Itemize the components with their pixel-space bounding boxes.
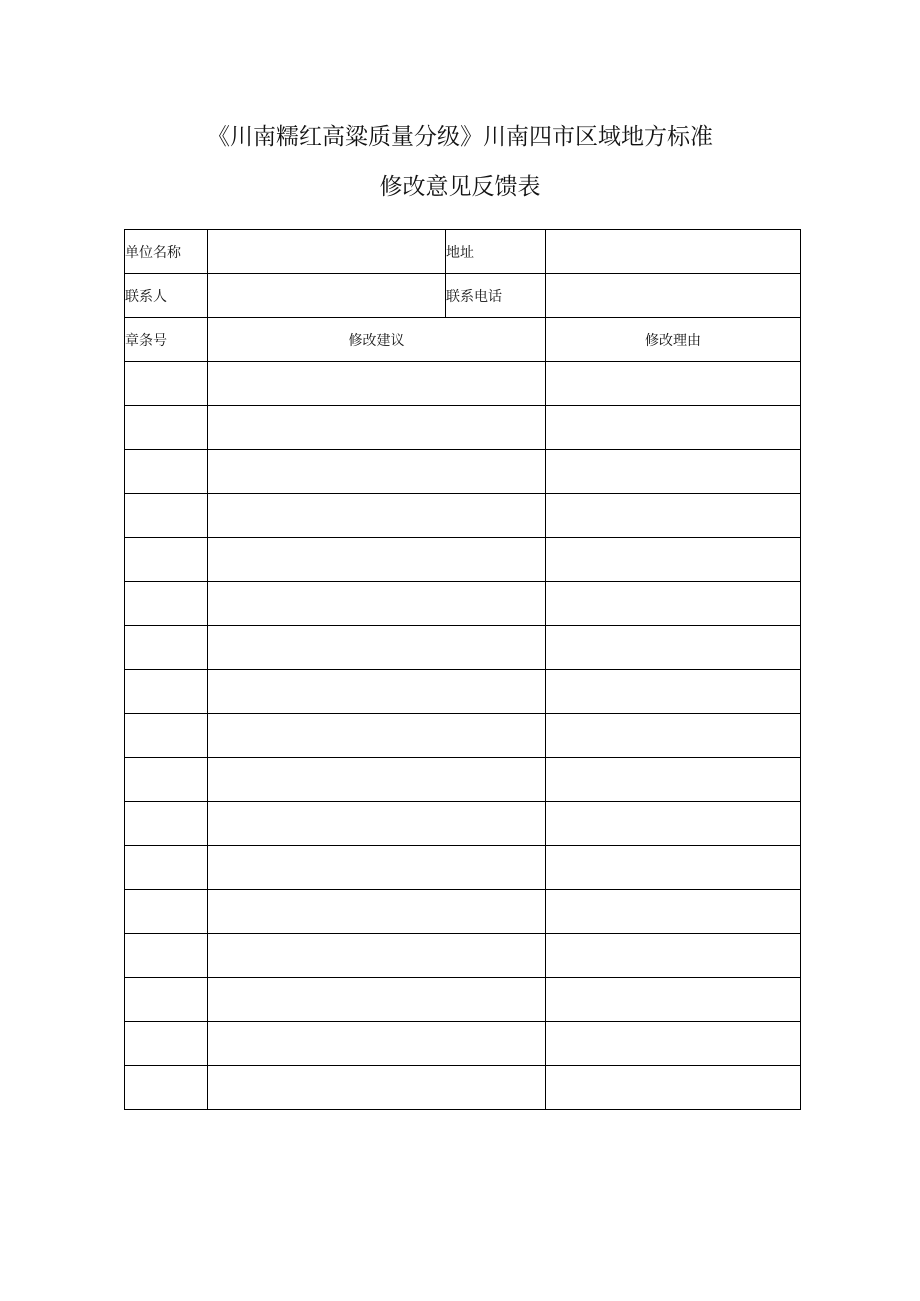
contact-phone-field[interactable] — [546, 274, 801, 318]
table-row — [125, 406, 801, 450]
reason-cell[interactable] — [546, 450, 801, 494]
clause-number-cell[interactable] — [125, 406, 208, 450]
unit-address-row — [125, 230, 801, 274]
suggestion-cell[interactable] — [208, 1022, 546, 1066]
suggestion-cell[interactable] — [208, 362, 546, 406]
reason-cell[interactable] — [546, 846, 801, 890]
clause-number-cell[interactable] — [125, 802, 208, 846]
clause-number-cell[interactable] — [125, 450, 208, 494]
table-row — [125, 1066, 801, 1110]
column-header-row — [125, 318, 801, 362]
suggestion-cell[interactable] — [208, 934, 546, 978]
clause-number-cell[interactable] — [125, 1066, 208, 1110]
table-row — [125, 890, 801, 934]
suggestion-cell[interactable] — [208, 450, 546, 494]
reason-cell[interactable] — [546, 714, 801, 758]
table-row — [125, 670, 801, 714]
reason-cell[interactable] — [546, 1066, 801, 1110]
reason-cell[interactable] — [546, 758, 801, 802]
contact-person-label: 联系人 — [125, 274, 208, 318]
suggestion-cell[interactable] — [208, 670, 546, 714]
reason-cell[interactable] — [546, 934, 801, 978]
suggestion-cell[interactable] — [208, 626, 546, 670]
unit-name-label: 单位名称 — [125, 230, 208, 274]
clause-number-cell[interactable] — [125, 670, 208, 714]
column-header-suggestion: 修改建议 — [208, 318, 546, 362]
reason-cell[interactable] — [546, 362, 801, 406]
suggestion-cell[interactable] — [208, 406, 546, 450]
table-row — [125, 494, 801, 538]
table-row — [125, 1022, 801, 1066]
table-row — [125, 582, 801, 626]
contact-person-field[interactable] — [208, 274, 446, 318]
contact-phone-label: 联系电话 — [446, 274, 546, 318]
feedback-form-table — [124, 229, 801, 1110]
clause-number-cell[interactable] — [125, 714, 208, 758]
clause-number-cell[interactable] — [125, 1022, 208, 1066]
contact-row — [125, 274, 801, 318]
table-row — [125, 802, 801, 846]
clause-number-cell[interactable] — [125, 538, 208, 582]
document-subtitle: 修改意见反馈表 — [379, 174, 541, 200]
suggestion-cell[interactable] — [208, 978, 546, 1022]
clause-number-cell[interactable] — [125, 582, 208, 626]
clause-number-cell[interactable] — [125, 934, 208, 978]
reason-cell[interactable] — [546, 802, 801, 846]
reason-cell[interactable] — [546, 406, 801, 450]
address-label: 地址 — [446, 230, 546, 274]
table-row — [125, 978, 801, 1022]
unit-name-field[interactable] — [208, 230, 446, 274]
table-row — [125, 450, 801, 494]
suggestion-cell[interactable] — [208, 758, 546, 802]
reason-cell[interactable] — [546, 890, 801, 934]
clause-number-cell[interactable] — [125, 494, 208, 538]
table-row — [125, 626, 801, 670]
column-header-clause-number: 章条号 — [125, 318, 208, 362]
table-row — [125, 846, 801, 890]
suggestion-cell[interactable] — [208, 538, 546, 582]
reason-cell[interactable] — [546, 978, 801, 1022]
suggestion-cell[interactable] — [208, 494, 546, 538]
suggestion-cell[interactable] — [208, 1066, 546, 1110]
document-title: 《川南糯红高粱质量分级》川南四市区域地方标准 — [207, 124, 713, 150]
table-row — [125, 714, 801, 758]
reason-cell[interactable] — [546, 1022, 801, 1066]
column-header-reason: 修改理由 — [546, 318, 801, 362]
clause-number-cell[interactable] — [125, 978, 208, 1022]
address-field[interactable] — [546, 230, 801, 274]
clause-number-cell[interactable] — [125, 890, 208, 934]
reason-cell[interactable] — [546, 626, 801, 670]
table-row — [125, 362, 801, 406]
reason-cell[interactable] — [546, 494, 801, 538]
table-row — [125, 934, 801, 978]
reason-cell[interactable] — [546, 670, 801, 714]
clause-number-cell[interactable] — [125, 362, 208, 406]
suggestion-cell[interactable] — [208, 802, 546, 846]
suggestion-cell[interactable] — [208, 846, 546, 890]
reason-cell[interactable] — [546, 582, 801, 626]
suggestion-cell[interactable] — [208, 714, 546, 758]
clause-number-cell[interactable] — [125, 758, 208, 802]
table-row — [125, 538, 801, 582]
table-row — [125, 758, 801, 802]
suggestion-cell[interactable] — [208, 582, 546, 626]
reason-cell[interactable] — [546, 538, 801, 582]
clause-number-cell[interactable] — [125, 846, 208, 890]
clause-number-cell[interactable] — [125, 626, 208, 670]
suggestion-cell[interactable] — [208, 890, 546, 934]
